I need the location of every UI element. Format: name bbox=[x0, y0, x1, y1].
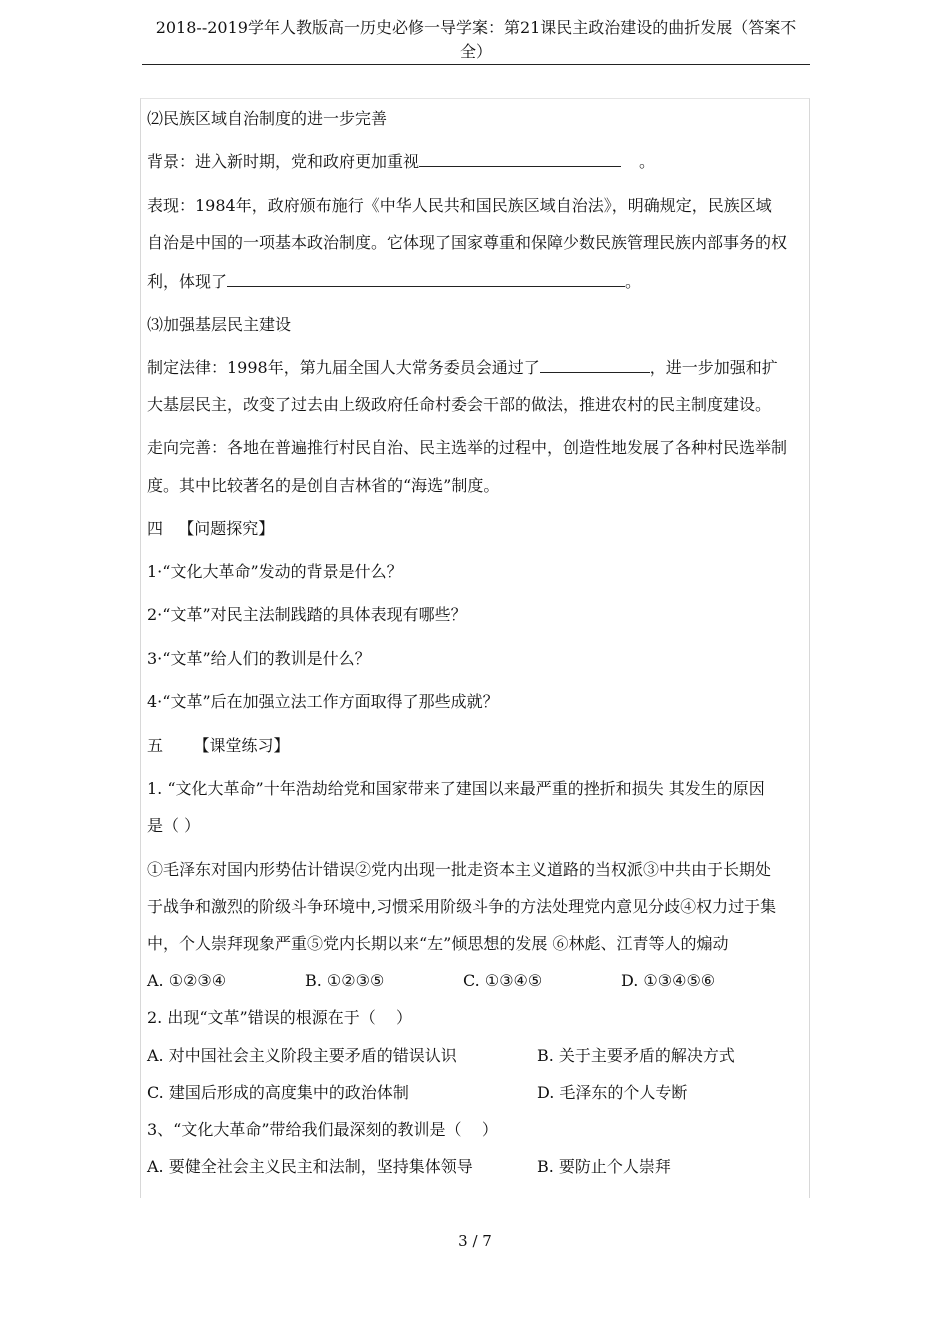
inquiry-heading: 四 【问题探究】 bbox=[147, 519, 275, 538]
practice-q2-stem: 2. 出现“文革”错误的根源在于（ ） bbox=[147, 1008, 413, 1027]
header-title-line2: 全） bbox=[459, 42, 492, 61]
option-a[interactable]: A. ①②③④ bbox=[147, 971, 227, 990]
practice-q2-option-b[interactable]: B. 关于主要矛盾的解决方式 bbox=[537, 1046, 735, 1065]
performance-suffix: 。 bbox=[625, 272, 642, 291]
background-line bbox=[147, 150, 655, 173]
header-rule bbox=[142, 64, 810, 65]
section3-heading: ⑶加强基层民主建设 bbox=[147, 315, 292, 334]
practice-q1-items-line3: 中，个人崇拜现象严重⑤党内长期以来“左”倾思想的发展 ⑥林彪、江青等人的煽动 bbox=[147, 934, 729, 953]
option-b[interactable]: B. ①②③⑤ bbox=[305, 971, 385, 990]
fill-blank-2[interactable] bbox=[227, 270, 625, 287]
practice-q2-option-d[interactable]: D. 毛泽东的个人专断 bbox=[537, 1083, 688, 1102]
practice-q3-stem: 3、“文化大革命”带给我们最深刻的教训是（ ） bbox=[147, 1120, 498, 1139]
performance-line-3 bbox=[147, 270, 641, 293]
inquiry-question-1: 1·“文化大革命”发动的背景是什么？ bbox=[147, 562, 403, 581]
law-suffix: ，进一步加强和扩 bbox=[649, 358, 778, 377]
perfect-line-1: 走向完善：各地在普遍推行村民自治、民主选举的过程中，创造性地发展了各种村民选举制 bbox=[147, 438, 788, 457]
fill-blank-1[interactable] bbox=[419, 150, 621, 167]
practice-q2-option-a[interactable]: A. 对中国社会主义阶段主要矛盾的错误认识 bbox=[147, 1046, 457, 1065]
perfect-line-2: 度。其中比较著名的是创自吉林省的“海选”制度。 bbox=[147, 476, 500, 495]
practice-q3-option-a[interactable]: A. 要健全社会主义民主和法制，坚持集体领导 bbox=[147, 1157, 473, 1176]
performance-line-1: 表现：1984年，政府颁布施行《中华人民共和国民族区域自治法》，明确规定，民族区域 bbox=[147, 196, 772, 215]
page-number: 3 / 7 bbox=[458, 1232, 492, 1250]
fill-blank-3[interactable] bbox=[540, 356, 650, 373]
page-header bbox=[142, 16, 810, 64]
practice-q1-items-line2: 于战争和激烈的阶级斗争环境中,习惯采用阶级斗争的方法处理党内意见分歧④权力过于集 bbox=[147, 897, 777, 916]
section2-heading: ⑵民族区域自治制度的进一步完善 bbox=[147, 109, 388, 128]
inquiry-question-2: 2·“文革”对民主法制践踏的具体表现有哪些？ bbox=[147, 605, 467, 624]
performance-prefix: 利，体现了 bbox=[147, 272, 228, 291]
practice-q1-line2: 是（ ） bbox=[147, 816, 201, 835]
practice-q2-option-c[interactable]: C. 建国后形成的高度集中的政治体制 bbox=[147, 1083, 409, 1102]
option-d[interactable]: D. ①③④⑤⑥ bbox=[621, 971, 716, 990]
practice-q3-option-b[interactable]: B. 要防止个人崇拜 bbox=[537, 1157, 671, 1176]
law-line-2: 大基层民主，改变了过去由上级政府任命村委会干部的做法，推进农村的民主制度建设。 bbox=[147, 395, 772, 414]
law-line-1 bbox=[147, 356, 778, 379]
practice-q1-options bbox=[147, 970, 807, 992]
background-suffix: 。 bbox=[639, 152, 656, 171]
inquiry-question-4: 4·“文革”后在加强立法工作方面取得了那些成就？ bbox=[147, 692, 499, 711]
practice-heading: 五 【课堂练习】 bbox=[147, 736, 290, 755]
law-prefix: 制定法律：1998年，第九届全国人大常务委员会通过了 bbox=[147, 358, 540, 377]
inquiry-question-3: 3·“文革”给人们的教训是什么？ bbox=[147, 649, 371, 668]
practice-q1-items-line1: ①毛泽东对国内形势估计错误②党内出现一批走资本主义道路的当权派③中共由于长期处 bbox=[147, 860, 772, 879]
performance-line-2: 自治是中国的一项基本政治制度。它体现了国家尊重和保障少数民族管理民族内部事务的权 bbox=[147, 233, 788, 252]
background-prefix: 背景：进入新时期，党和政府更加重视 bbox=[147, 152, 420, 171]
option-c[interactable]: C. ①③④⑤ bbox=[463, 971, 543, 990]
header-title-line1: 2018--2019学年人教版高一历史必修一导学案：第21课民主政治建设的曲折发展（答案不 bbox=[155, 18, 797, 37]
practice-q1-line1: 1. “文化大革命”十年浩劫给党和国家带来了建国以来最严重的挫折和损失 其发生的原因 bbox=[147, 779, 765, 798]
